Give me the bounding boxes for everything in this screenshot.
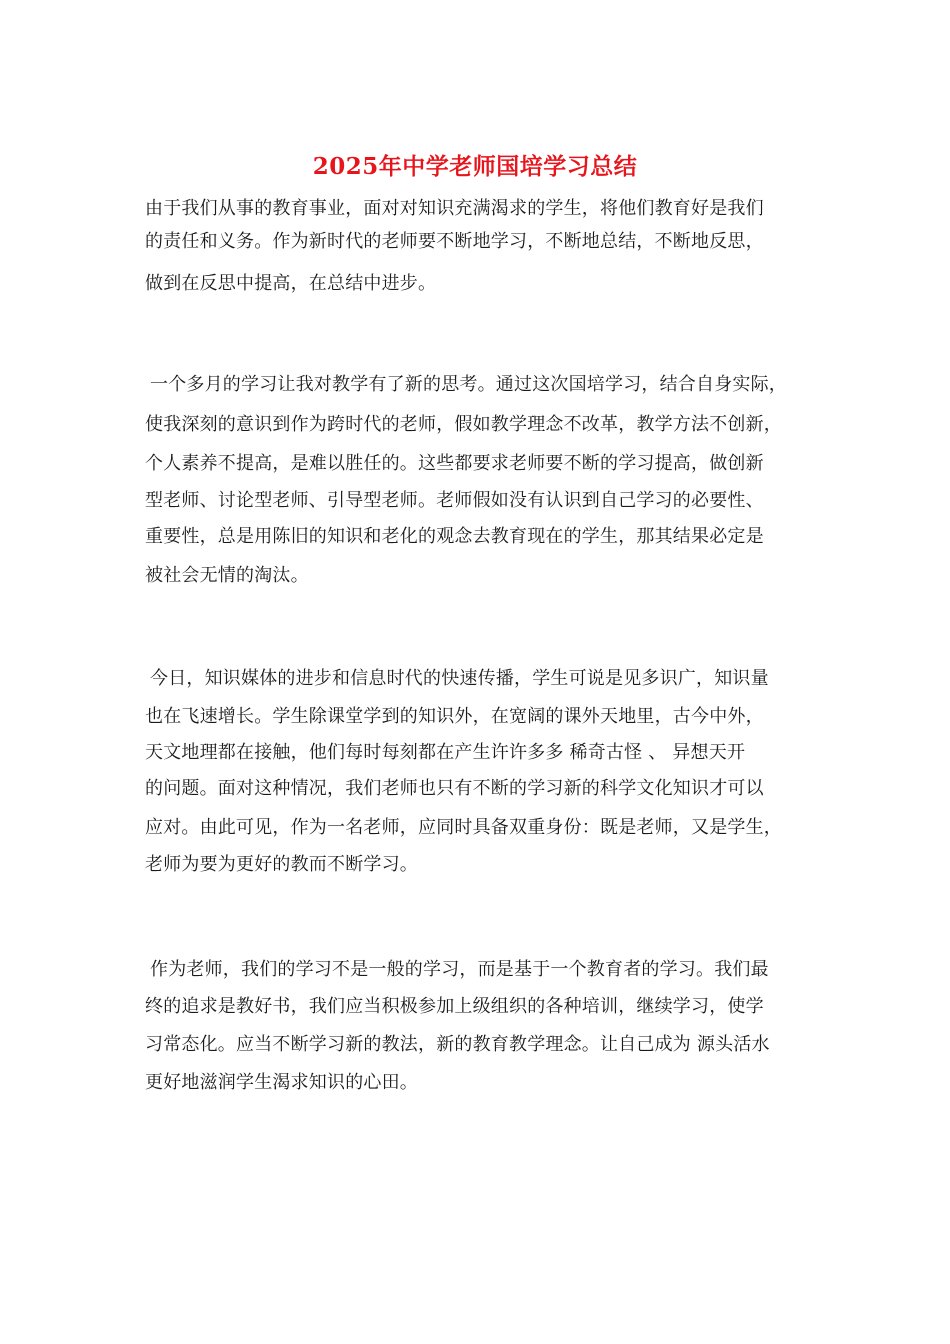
paragraph-2-line-3: 个人素养不提高，是难以胜任的。这些都要求老师要不断的学习提高，做创新 — [145, 453, 764, 474]
paragraph-3-line-6: 老师为要为更好的教而不断学习。 — [145, 854, 418, 875]
paragraph-3-line-4: 的问题。面对这种情况，我们老师也只有不断的学习新的科学文化知识才可以 — [145, 778, 764, 799]
paragraph-4-line-4: 更好地滋润学生渴求知识的心田。 — [145, 1072, 418, 1093]
paragraph-4-line-1: 作为老师，我们的学习不是一般的学习，而是基于一个教育者的学习。我们最 — [150, 959, 769, 980]
paragraph-3-line-1: 今日，知识媒体的进步和信息时代的快速传播，学生可说是见多识广，知识量 — [150, 668, 769, 689]
paragraph-3-line-3: 天文地理都在接触，他们每时每刻都在产生许许多多 稀奇古怪 、 异想天开 — [145, 742, 746, 763]
paragraph-4-line-3: 习常态化。应当不断学习新的教法，新的教育教学理念。让自己成为 源头活水 — [145, 1034, 770, 1055]
paragraph-3-line-5: 应对。由此可见，作为一名老师，应同时具备双重身份：既是老师，又是学生， — [145, 817, 782, 838]
paragraph-1-line-3: 做到在反思中提高，在总结中进步。 — [145, 273, 437, 294]
paragraph-3-line-2: 也在飞速增长。学生除课堂学到的知识外，在宽阔的课外天地里，古今中外， — [145, 706, 764, 727]
paragraph-1-line-1: 由于我们从事的教育事业，面对对知识充满渴求的学生，将他们教育好是我们 — [145, 198, 764, 219]
paragraph-2-line-4: 型老师、讨论型老师、引导型老师。老师假如没有认识到自己学习的必要性、 — [145, 490, 764, 511]
paragraph-4-line-2: 终的追求是教好书，我们应当积极参加上级组织的各种培训，继续学习，使学 — [145, 996, 764, 1017]
paragraph-2-line-1: 一个多月的学习让我对教学有了新的思考。通过这次国培学习，结合自身实际， — [150, 374, 787, 395]
paragraph-2-line-5: 重要性，总是用陈旧的知识和老化的观念去教育现在的学生，那其结果必定是 — [145, 526, 764, 547]
document-title: 2025年中学老师国培学习总结 — [312, 153, 638, 180]
paragraph-1-line-2: 的责任和义务。作为新时代的老师要不断地学习，不断地总结，不断地反思， — [145, 231, 764, 252]
paragraph-2-line-2: 使我深刻的意识到作为跨时代的老师，假如教学理念不改革，教学方法不创新， — [145, 414, 782, 435]
paragraph-2-line-6: 被社会无情的淘汰。 — [145, 565, 309, 586]
